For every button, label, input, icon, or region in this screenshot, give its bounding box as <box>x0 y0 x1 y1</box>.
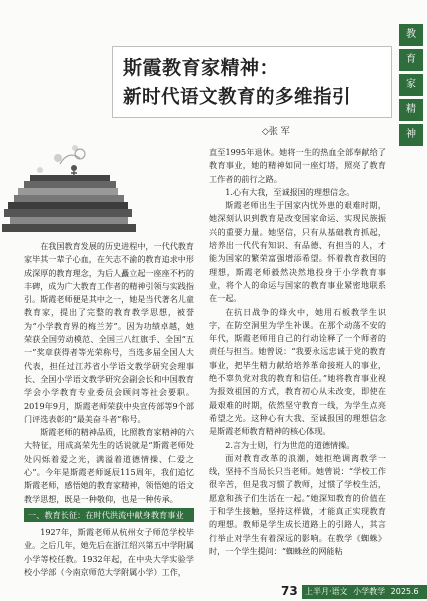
paragraph-continued: 直至1995年退休。她将一生的热血全部奉献给了教育事业，她的精神如同一座灯塔，照亮了教育工作者的前行之路。 <box>209 147 386 184</box>
paragraph-6: 面对教育改革的浪潮，她拒绝调离教学一线，坚持不当局长只当老师。她曾说：“学校工作很辛苦，但是我习惯了教师，过惯了学校生活，愿意和孩子们生活在一起。”她深知教育的价值在于和学生接触，坚持这样做，才能真正实现教育的理想。教师是学生成长道路上的引路人，其言行举止对学生有着深远的影响。在教学《蜘蛛》时，一个学生提问：“蜘蛛丝的网能粘 <box>209 452 386 556</box>
text-column-right <box>209 146 386 558</box>
section-header-1: 一、教育长征：在时代洪流中献身教育事业 <box>24 508 194 522</box>
page-number: 73 <box>281 584 298 598</box>
magazine-info-bar <box>302 585 427 599</box>
magazine-name: 小学教学 <box>353 587 386 596</box>
side-tab-1: 教 <box>399 24 423 46</box>
side-tab-4: 精 <box>399 99 423 121</box>
paragraph-3: 1927年，斯霞老师从杭州女子师范学校毕业。之后几年，她先后在浙江绍兴第五中学附属小学等校任教。1932年起，在中央大学实验学校小学部（今南京师范大学附属小学）工作， <box>24 526 194 577</box>
article-title-line2: 新时代语文教育的多维指引 <box>123 87 352 108</box>
paragraph-5: 在抗日战争的烽火中，她用石板教学生识字，在防空洞里为学生补课。在那个动荡不安的年代，斯霞老师用自己的行动诠释了一个师者的责任与担当。她曾说：“我要永远忠诚于党的教育事业，把毕生精力献给培养革命接班人的事业，绝不辜负党对我的教育和信任。”她将教育事业视为报效祖国的方式，教育初心从未改变，即使在最艰难的时期，依然坚守教育一线，为学生点亮希望之光。这种心有大我、至诚报国的理想信念是斯霞老师教育精神的核心体现。 <box>209 306 386 437</box>
paragraph-2: 斯霞老师的精神品质，比照教育家精神的六大特征，用成高荣先生的话说就是“斯霞老师处处闪烁着爱之光，满溢着道德情操、仁爱之心”。今年是斯霞老师诞辰115周年，我们追忆斯霞老师，感悟她的教育家精神，领悟她的语文教学思想，既是一种敬仰，也是一种传承。 <box>24 427 194 504</box>
book-stack-illustration <box>0 140 190 236</box>
side-tab-3: 家 <box>399 74 423 96</box>
subheading-1: 1.心有大我，至诚报国的理想信念。 <box>225 186 355 197</box>
text-column-left <box>24 240 194 579</box>
paragraph-intro: 在我国教育发展的历史进程中，一代代教育家毕其一辈子心血，在矢志不渝的教育追求中形成深厚的教育理念，为后人矗立起一座座不朽的丰碑，成为广大教育工作者的精神引领与实践指引。斯霞老师便是其中之一，她是当代著名儿童教育家，提出了完整的教育教学思想，被誉为“小学教育界的梅兰芳”。因为功绩卓越，她荣获全国劳动模范、全国三八红旗手、全国“五一”奖章获得者等光荣称号，当选多届全国人大代表，担任过江苏省小学语文教学研究会理事长、全国小学语文教学研究会副会长和中国教育学会小学教育专业委员会顾问等社会要职。2019年9月，斯霞老师荣获中央宣传部等9个部门评选表彰的“最美奋斗者”称号。 <box>24 241 194 424</box>
page-footer <box>0 585 427 601</box>
paragraph-4: 斯霞老师出生于国家内忧外患的艰难时期，她深刻认识到教育是改变国家命运、实现民族振兴的重要力量。她坚信，只有从基础教育抓起，培养出一代代有知识、有品德、有担当的人，才能为国家的繁荣富强增添希望。怀着教育救国的理想，斯霞老师毅然决然地投身于小学教育事业，将个人的命运与国家的教育事业紧密地联系在一起。 <box>209 200 386 304</box>
side-tabs <box>399 24 423 149</box>
issue-date: 2025.6 <box>390 587 419 596</box>
article-title-box <box>112 46 392 118</box>
issue-label: 上半月·语文 <box>305 587 348 596</box>
author-byline: ◇张 军 <box>262 127 290 137</box>
side-tab-2: 育 <box>399 49 423 71</box>
side-tab-5: 神 <box>399 124 423 146</box>
subheading-2: 2.言为士则，行为世范的道德情操。 <box>225 439 355 450</box>
article-title-line1: 斯霞教育家精神： <box>123 57 280 79</box>
